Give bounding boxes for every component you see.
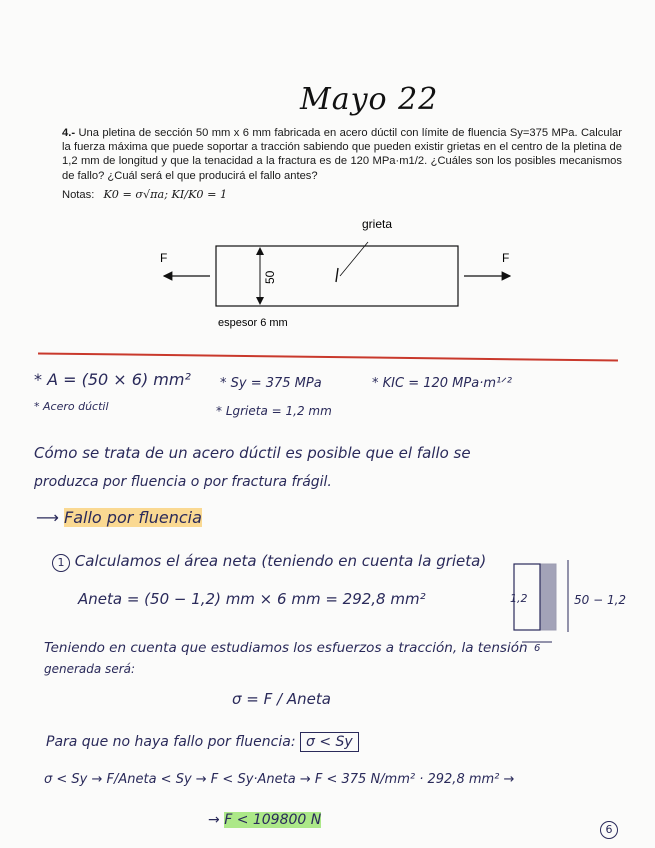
- page-date: Mayo 22: [300, 82, 439, 117]
- data-sy: * Sy = 375 MPa: [220, 376, 322, 391]
- result-line: [208, 812, 321, 828]
- section-sketch: [504, 552, 634, 652]
- heading-fluencia-text: Fallo por fluencia: [64, 508, 202, 527]
- data-material: * Acero dúctil: [34, 400, 109, 413]
- page-number: 6: [600, 818, 618, 839]
- heading-fluencia: ⟶ Fallo por fluencia: [36, 508, 202, 527]
- data-area: * A = (50 × 6) mm²: [34, 370, 191, 389]
- problem-number: 4.-: [62, 127, 76, 139]
- intro-line-1: Cómo se trata de un acero dúctil es posible que el fallo se: [34, 444, 471, 462]
- separator-line: [38, 352, 618, 361]
- crack-leader: [340, 242, 368, 276]
- intro-line-2: produzca por fluencia o por fractura frágil.: [34, 474, 332, 490]
- thickness-label: espesor 6 mm: [218, 317, 288, 329]
- sigma-formula: σ = F / Aneta: [232, 690, 331, 708]
- tension-line-1: Teniendo en cuenta que estudiamos los esfuerzos a tracción, la tensión: [44, 640, 528, 656]
- data-kic: * KIC = 120 MPa·m¹ᐟ²: [372, 376, 512, 391]
- chain-formula: σ < Sy → F/Aneta < Sy → F < Sy·Aneta → F < 375 N/mm² · 292,8 mm² →: [44, 772, 515, 787]
- sketch-width-label: 6: [534, 643, 541, 652]
- data-crack: * Lgrieta = 1,2 mm: [216, 404, 332, 418]
- no-fail-line: [46, 734, 359, 750]
- crack-label: grieta: [362, 217, 393, 231]
- problem-notes: [62, 188, 227, 201]
- sketch-inner-label: 1,2: [510, 592, 528, 605]
- step-1: [52, 552, 486, 572]
- force-left-label: F: [160, 251, 168, 265]
- notes-label: Notas:: [62, 189, 95, 201]
- force-right-label: F: [502, 251, 510, 265]
- notes-formula: K0 = σ√πa; KI/K0 = 1: [103, 188, 228, 201]
- anet-formula: Aneta = (50 − 1,2) mm × 6 mm = 292,8 mm²: [78, 590, 426, 608]
- result-value: F < 109800 N: [224, 812, 322, 828]
- step-1-text: Calculamos el área neta (teniendo en cuenta la grieta): [74, 552, 487, 570]
- crack-mark: [336, 268, 338, 282]
- result-arrow: →: [208, 812, 220, 828]
- sketch-height-label: 50 − 1,2: [574, 593, 627, 607]
- tension-line-2: generada será:: [44, 662, 136, 676]
- step-1-number: 1: [52, 554, 70, 572]
- plate-figure: [150, 210, 530, 335]
- height-label: 50: [263, 270, 277, 284]
- no-fail-text: Para que no haya fallo por fluencia:: [46, 734, 296, 750]
- no-fail-condition: σ < Sy: [300, 732, 359, 752]
- problem-text: Una pletina de sección 50 mm x 6 mm fabricada en acero dúctil con límite de fluencia Sy=375 MPa. Calcular la fuerza máxima que puede soportar a tracción sabiendo que pueden existir grietas en el centro de la pletina de 1,2 mm de longitud y que la tenacidad a la fractura es de 120 MPa·m1/2. ¿Cuáles son los posibles mecanismos de fallo? ¿Cuál será el que producirá el fallo antes?: [62, 127, 622, 182]
- problem-statement: [62, 126, 622, 183]
